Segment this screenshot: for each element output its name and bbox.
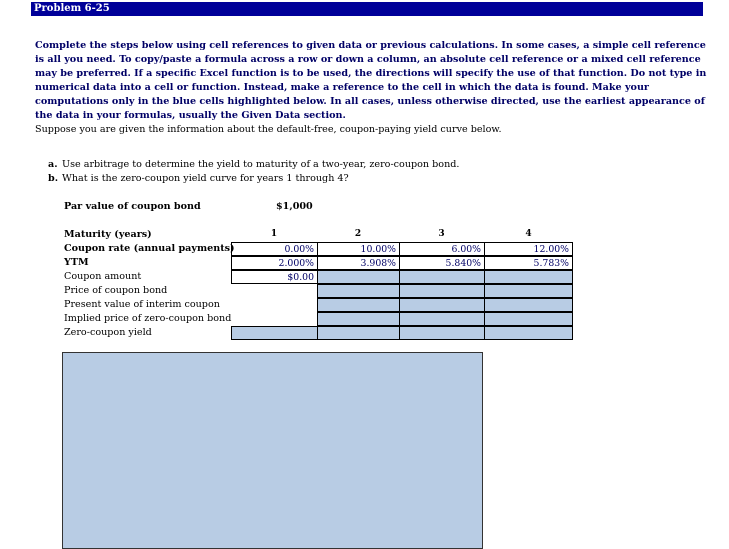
ytm-label: YTM [64,257,89,268]
maturity-header-4: 4 [525,229,532,239]
ytm-cell-4[interactable]: 5.783% [484,256,573,270]
coupon-rate-cell-2[interactable]: 10.00% [317,242,400,256]
zero-coupon-yield-label: Zero-coupon yield [64,327,152,338]
implied-price-label: Implied price of zero-coupon bond [64,313,232,324]
pv-interim-coupon-input-2[interactable] [317,298,400,312]
coupon-amount-input-4[interactable] [484,270,573,284]
pv-interim-coupon-input-3[interactable] [399,298,485,312]
implied-price-input-2[interactable] [317,312,400,326]
price-coupon-bond-input-4[interactable] [484,284,573,298]
par-value-cell[interactable]: $1,000 [276,201,313,212]
question-letter: b. [48,173,59,184]
implied-price-input-3[interactable] [399,312,485,326]
ytm-cell-2[interactable]: 3.908% [317,256,400,270]
coupon-amount-label: Coupon amount [64,271,142,282]
price-coupon-bond-label: Price of coupon bond [64,285,168,296]
pv-interim-coupon-input-4[interactable] [484,298,573,312]
question-text: What is the zero-coupon yield curve for years 1 through 4? [62,173,349,184]
coupon-amount-input-3[interactable] [399,270,485,284]
zero-coupon-yield-input-4[interactable] [484,326,573,340]
answer-text-box[interactable] [62,352,483,549]
zero-coupon-yield-input-2[interactable] [317,326,400,340]
zero-coupon-yield-input-1[interactable] [231,326,318,340]
instructions-text: Complete the steps below using cell references to given data or previous calculations. In some cases, a simple cell reference is all you need. To copy/paste a formula across a row or down a column, an absolute cell reference or a mixed cell reference may be preferred. If a specific Excel function is to be used, the directions will specify the use of that function. Do not type in numerical data into a cell or function. Instead, make a reference to the cell in which the data is found. Make your computations only in the blue cells highlighted below. In all cases, unless otherwise directed, use the earliest appearance of the data in your formulas, usually the Given Data section. [35,40,707,121]
question-letter: a. [48,159,58,170]
maturity-label: Maturity (years) [64,229,152,240]
coupon-rate-cell-3[interactable]: 6.00% [399,242,485,256]
intro-text: Suppose you are given the information about the default-free, coupon-paying yield curve below. [35,124,502,135]
price-coupon-bond-input-3[interactable] [399,284,485,298]
zero-coupon-yield-input-3[interactable] [399,326,485,340]
question-text: Use arbitrage to determine the yield to maturity of a two-year, zero-coupon bond. [62,159,460,170]
coupon-amount-cell-1[interactable]: $0.00 [231,270,318,284]
question-a [48,159,459,170]
coupon-amount-input-2[interactable] [317,270,400,284]
price-coupon-bond-input-2[interactable] [317,284,400,298]
ytm-cell-3[interactable]: 5.840% [399,256,485,270]
coupon-rate-cell-1[interactable]: 0.00% [231,242,318,256]
coupon-rate-label: Coupon rate (annual payments) [64,243,235,254]
par-value-label: Par value of coupon bond [64,201,201,212]
ytm-cell-1[interactable]: 2.000% [231,256,318,270]
pv-interim-coupon-label: Present value of interim coupon [64,299,220,310]
maturity-header-1: 1 [270,229,278,239]
maturity-header-2: 2 [354,229,362,239]
implied-price-input-4[interactable] [484,312,573,326]
question-b [48,173,349,184]
maturity-header-3: 3 [438,229,445,239]
problem-title-bar: Problem 6-25 [31,2,703,16]
coupon-rate-cell-4[interactable]: 12.00% [484,242,573,256]
